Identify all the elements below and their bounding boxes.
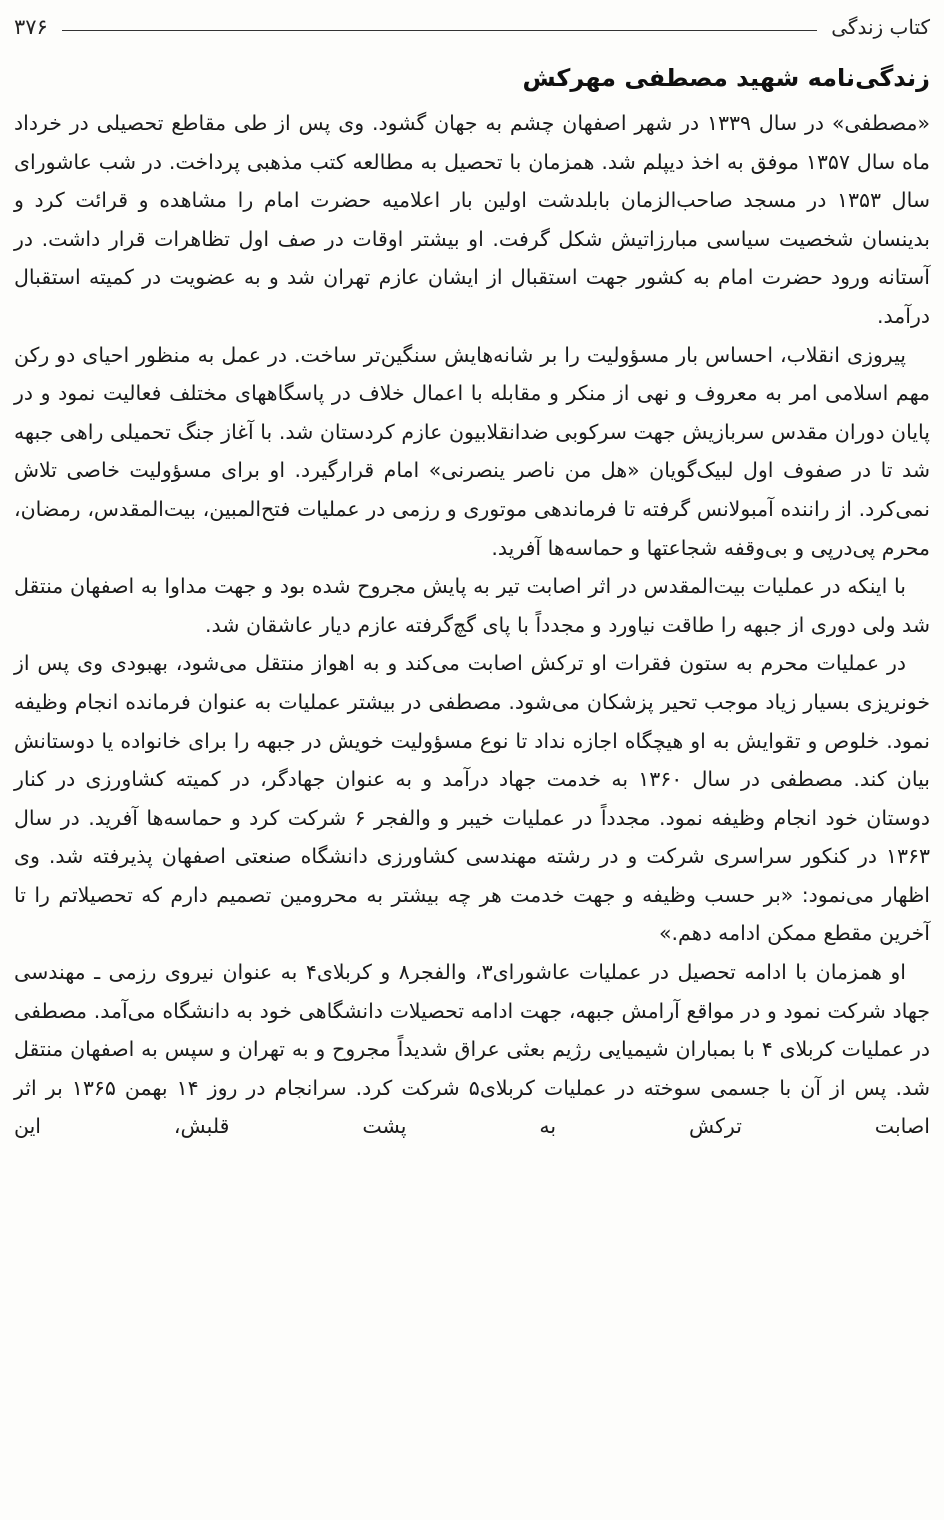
running-header bbox=[14, 10, 930, 44]
running-book-title: کتاب زندگی bbox=[831, 15, 930, 39]
paragraph-5: او همزمان با ادامه تحصیل در عملیات عاشورای۳، والفجر۸ و کربلای۴ به عنوان نیروی رزمی ـ مهندسی جهاد شرکت نمود و در مواقع آرامش جبهه، جهت ادامه تحصیلات دانشگاهی خود به دانشگاه می‌آمد. مصطفی در عملیات کربلای ۴ با بمباران شیمیایی رژیم بعثی عراق شدیداً مجروح و به تهران و سپس به اصفهان منتقل شد. پس از آن با جسمی سوخته در عملیات کربلای۵ شرکت کرد. سرانجام در روز ۱۴ بهمن ۱۳۶۵ بر اثر اصابت ترکش به پشت قلبش، این bbox=[14, 960, 931, 1139]
page-content bbox=[14, 58, 930, 1146]
paragraph-2: پیروزی انقلاب، احساس بار مسؤولیت را بر شانه‌هایش سنگین‌تر ساخت. در عمل به منظور احیای دو رکن مهم اسلامی امر به معروف و نهی از منکر و مقابله با اعمال خلاف در پاسگاههای مختلف فعالیت نمود و در پایان دوران مقدس سربازیش جهت سرکوبی ضدانقلابیون عازم کردستان شد. با آغاز جنگ تحمیلی راهی جبهه شد تا در صفوف اول لبیک‌گویان «هل من ناصر ینصرنی» امام قرارگیرد. او برای مسؤولیت خاصی تلاش نمی‌کرد. از راننده آمبولانس گرفته تا فرماندهی موتوری و رزمی در عملیات فتح‌المبین، بیت‌المقدس، رمضان، محرم پی‌درپی و بی‌وقفه شجاعتها و حماسه‌ها آفرید. bbox=[14, 342, 930, 560]
header-rule bbox=[62, 30, 817, 31]
paragraph-1: «مصطفی» در سال ۱۳۳۹ در شهر اصفهان چشم به جهان گشود. وی پس از طی مقاطع تحصیلی در خرداد ماه سال ۱۳۵۷ موفق به اخذ دیپلم شد. همزمان با تحصیل به مطالعه کتب مذهبی پرداخت. در شب عاشورای سال ۱۳۵۳ در مسجد صاحب‌الزمان بابلدشت اولین بار اعلامیه حضرت امام را مشاهده و قرائت کرد و بدینسان شخصیت سیاسی مبارزاتیش شکل گرفت. او بیشتر اوقات در صف اول تظاهرات قرار داشت. در آستانه ورود حضرت امام به کشور جهت استقبال از ایشان عازم تهران شد و به عضویت در کمیته استقبال درآمد. bbox=[14, 111, 930, 328]
paragraph-3: با اینکه در عملیات بیت‌المقدس در اثر اصابت تیر به پایش مجروح شده بود و جهت مداوا به اصفهان منتقل شد ولی دوری از جبهه را طاقت نیاورد و مجدداً با پای گچ‌گرفته عازم دیار عاشقان شد. bbox=[14, 574, 930, 637]
page-number: ۳۷۶ bbox=[14, 15, 48, 39]
paragraph-4: در عملیات محرم به ستون فقرات او ترکش اصابت می‌کند و به اهواز منتقل می‌شود، بهبودی وی پس از خونریزی بسیار زیاد موجب تحیر پزشکان می‌شود. مصطفی در بیشتر عملیات به عنوان فرمانده انجام وظیفه نمود. خلوص و تقوایش به او هیچگاه اجازه نداد تا نوع مسؤولیت خویش در جبهه را برای خانواده یا دوستانش بیان کند. مصطفی در سال ۱۳۶۰ به خدمت جهاد درآمد و به عنوان جهادگر، در کمیته کشاورزی در کنار دوستان خود انجام وظیفه نمود. مجدداً در عملیات خیبر و والفجر ۶ شرکت کرد و حماسه‌ها آفرید. در سال ۱۳۶۳ در کنکور سراسری شرکت و در رشته مهندسی کشاورزی دانشگاه صنعتی اصفهان پذیرفته شد. وی اظهار می‌نمود: «بر حسب وظیفه و جهت خدمت هر چه بیشتر به محرومین تصمیم دارم که تحصیلاتم را تا آخرین مقطع ممکن ادامه دهم.» bbox=[14, 651, 930, 946]
chapter-title: زندگی‌نامه شهید مصطفی مهرکش bbox=[522, 64, 930, 92]
